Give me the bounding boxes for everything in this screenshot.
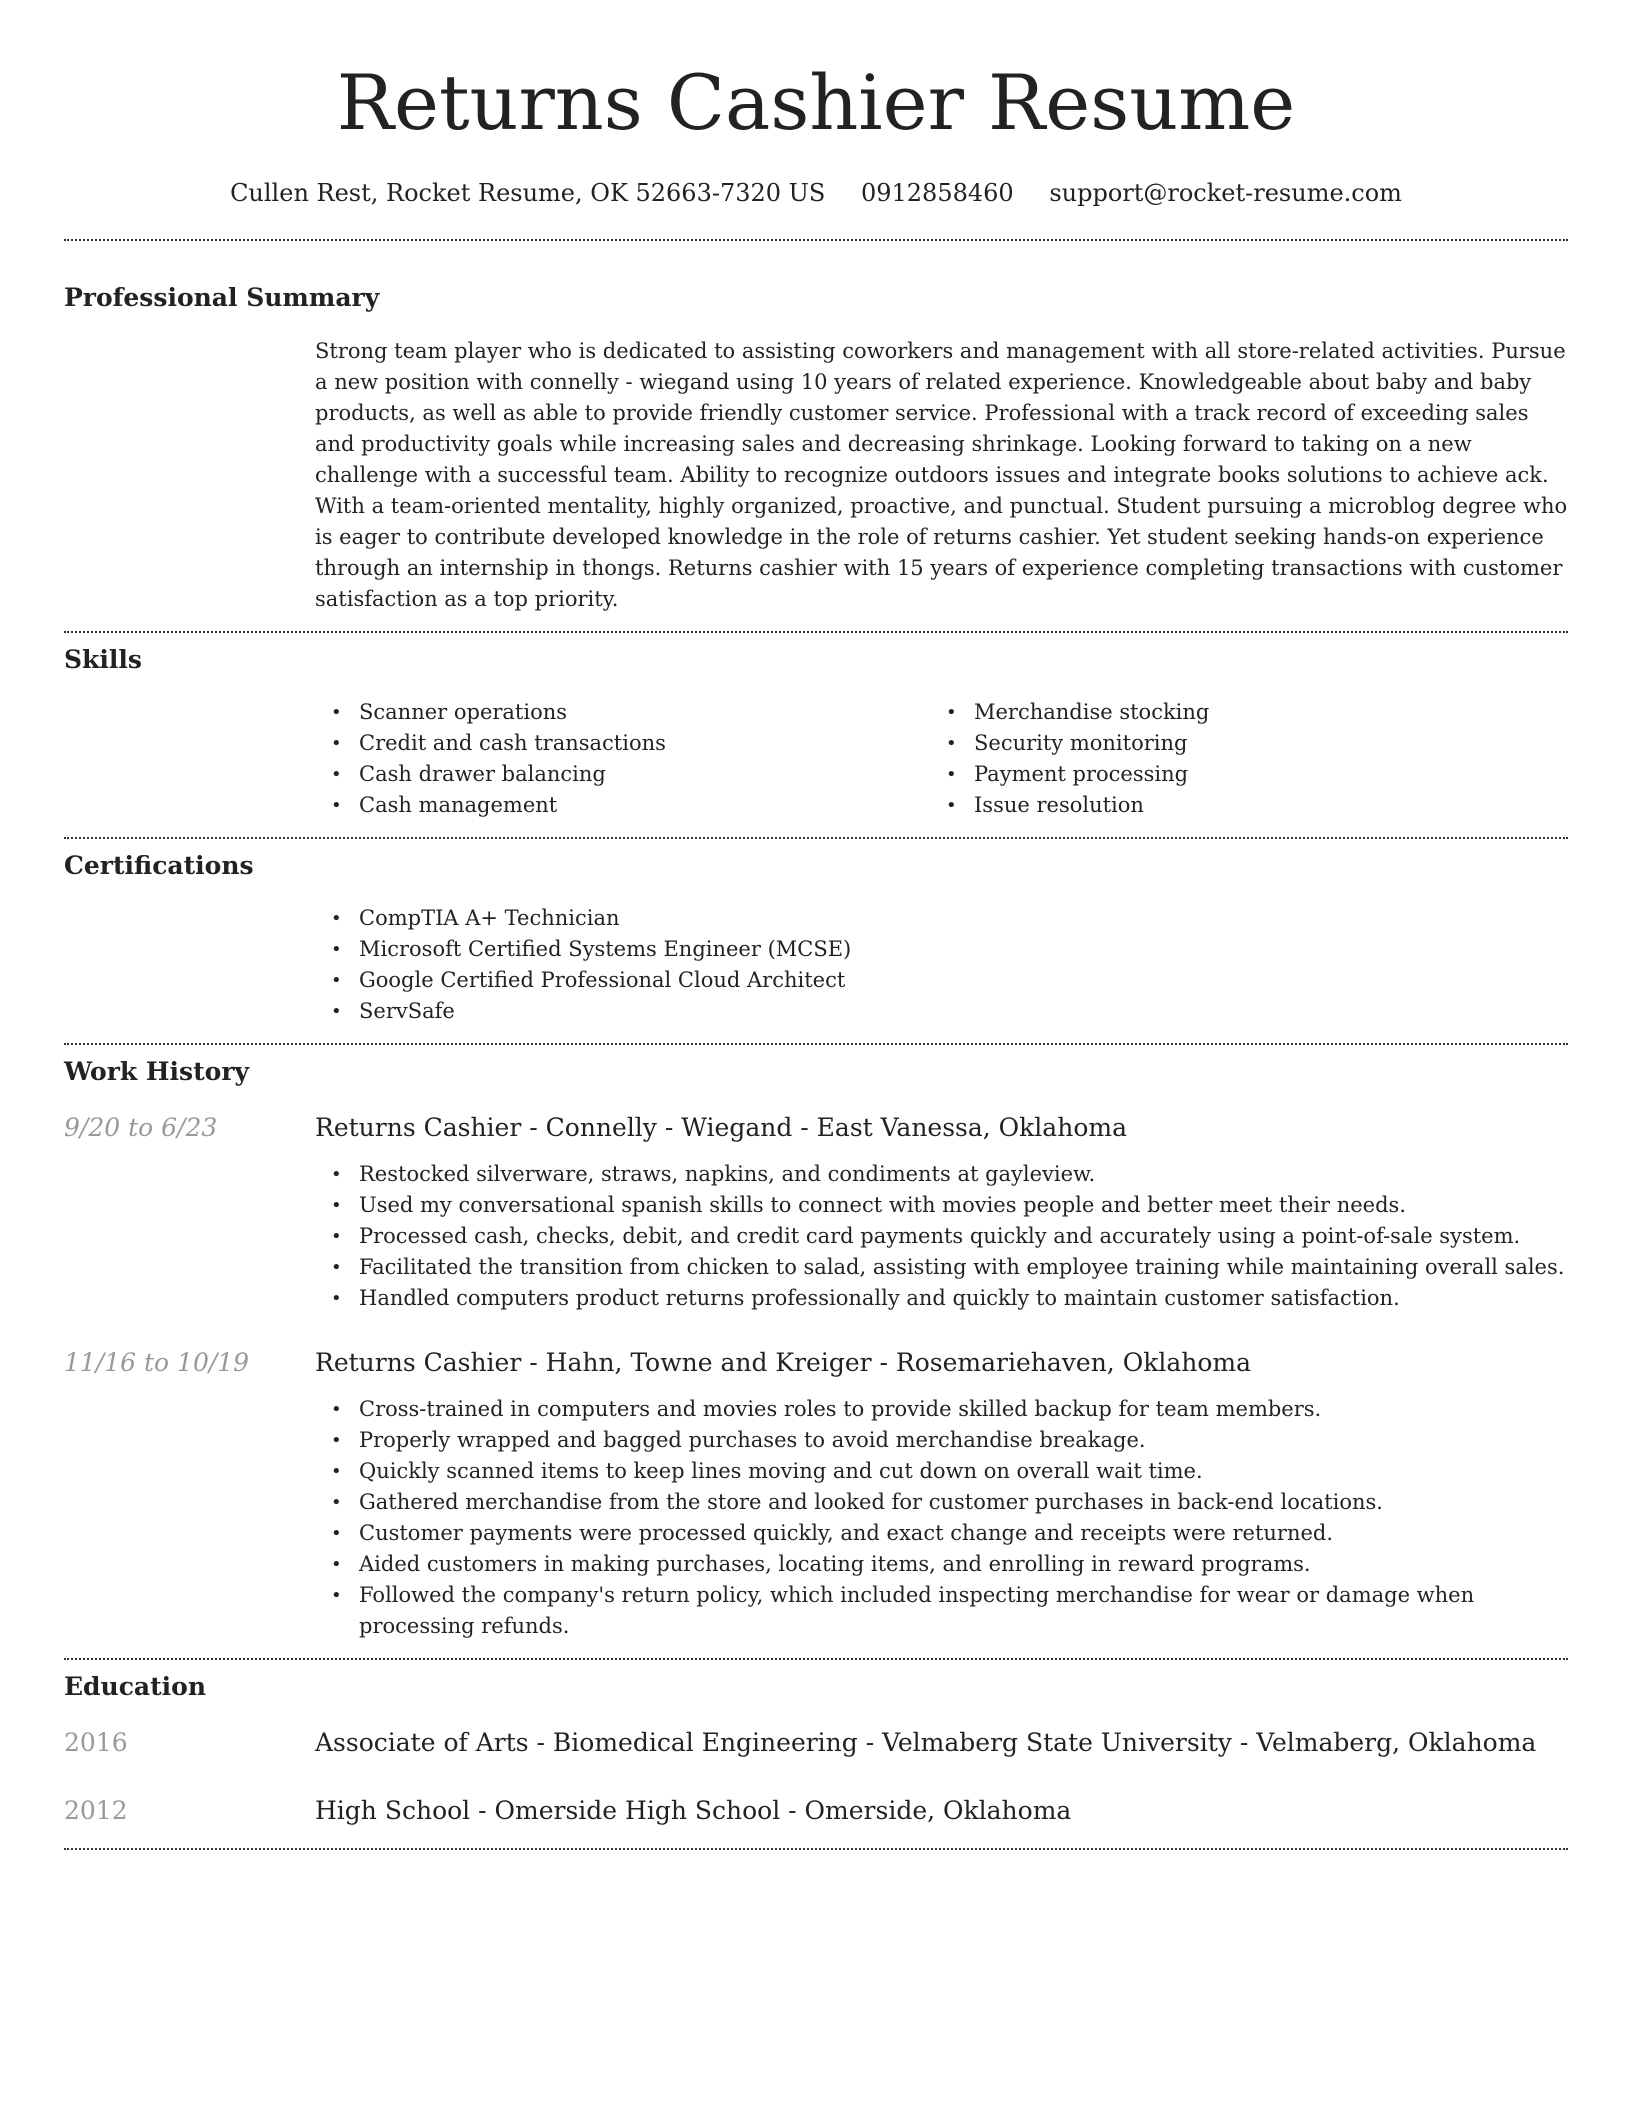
list-item: • Restocked silverware, straws, napkins, and condiments at gayleview. (315, 1159, 1568, 1190)
skills-grid (315, 697, 1568, 821)
list-item: • Facilitated the transition from chicken to salad, assisting with employee training while maintaining overall sales. (315, 1252, 1568, 1283)
list-item: • Cash management (315, 790, 930, 821)
divider (64, 1043, 1568, 1045)
certifications-section (64, 849, 1568, 1027)
list-item: • Credit and cash transactions (315, 728, 930, 759)
section-heading-education: Education (64, 1672, 207, 1701)
list-item: • Issue resolution (930, 790, 1530, 821)
divider (64, 1658, 1568, 1660)
list-item: • Microsoft Certified Systems Engineer (MCSE) (315, 934, 1568, 965)
list-item: • Scanner operations (315, 697, 930, 728)
list-item: • Handled computers product returns professionally and quickly to maintain customer satisfaction. (315, 1283, 1568, 1314)
divider (64, 1848, 1568, 1850)
divider (64, 837, 1568, 839)
list-item: • Payment processing (930, 759, 1530, 790)
list-item: • CompTIA A+ Technician (315, 903, 1568, 934)
section-heading-work: Work History (64, 1057, 250, 1086)
page-title: Returns Cashier Resume (336, 58, 1296, 147)
list-item: • Google Certified Professional Cloud Architect (315, 965, 1568, 996)
divider (64, 631, 1568, 633)
job-bullets (315, 1394, 1568, 1642)
list-item: • Merchandise stocking (930, 697, 1530, 728)
list-item: • Quickly scanned items to keep lines moving and cut down on overall wait time. (315, 1456, 1568, 1487)
section-heading-skills: Skills (64, 645, 142, 674)
job-title: Returns Cashier - Connelly - Wiegand - East Vanessa, Oklahoma (315, 1113, 1127, 1142)
education-year: 2016 (64, 1728, 128, 1757)
skills-section (64, 643, 1568, 821)
job-entry (64, 1346, 1568, 1380)
section-heading-certifications: Certifications (64, 851, 254, 880)
job-bullets (315, 1159, 1568, 1314)
list-item: • Gathered merchandise from the store and looked for customer purchases in back-end locations. (315, 1487, 1568, 1518)
resume-page (64, 0, 1568, 1850)
work-history-section (64, 1055, 1568, 1642)
job-entry (64, 1111, 1568, 1145)
education-text: Associate of Arts - Biomedical Engineering - Velmaberg State University - Velmaberg, Oklahoma (315, 1728, 1537, 1757)
list-item: • Properly wrapped and bagged purchases to avoid merchandise breakage. (315, 1425, 1568, 1456)
education-section (64, 1670, 1568, 1828)
contact-email: support@rocket-resume.com (1049, 179, 1402, 207)
education-entry (64, 1794, 1568, 1828)
education-entry (64, 1726, 1568, 1760)
list-item: • Security monitoring (930, 728, 1530, 759)
list-item: • Aided customers in making purchases, locating items, and enrolling in reward programs. (315, 1549, 1568, 1580)
job-dates: 11/16 to 10/19 (64, 1348, 250, 1377)
certifications-list (315, 903, 1568, 1027)
contact-address: Cullen Rest, Rocket Resume, OK 52663-7320 US (230, 179, 826, 207)
skills-list-left (315, 697, 930, 821)
contact-line (64, 176, 1568, 210)
list-item: • Customer payments were processed quickly, and exact change and receipts were returned. (315, 1518, 1568, 1549)
divider (64, 239, 1568, 241)
list-item: • ServSafe (315, 996, 1568, 1027)
list-item: • Followed the company's return policy, which included inspecting merchandise for wear or damage when processing refunds. (315, 1580, 1568, 1642)
job-title: Returns Cashier - Hahn, Towne and Kreiger - Rosemariehaven, Oklahoma (315, 1348, 1252, 1377)
education-year: 2012 (64, 1796, 128, 1825)
list-item: • Cash drawer balancing (315, 759, 930, 790)
list-item: • Used my conversational spanish skills to connect with movies people and better meet their needs. (315, 1190, 1568, 1221)
list-item: • Processed cash, checks, debit, and credit card payments quickly and accurately using a point-of-sale system. (315, 1221, 1568, 1252)
summary-text: Strong team player who is dedicated to assisting coworkers and management with all store-related activities. Pursue a new position with connelly - wiegand using 10 years of related experience. Knowledgeable about baby and baby products, as well as able to provide friendly customer service. Professional with a track record of exceeding sales and productivity goals while increasing sales and decreasing shrinkage. Looking forward to taking on a new challenge with a successful team. Ability to recognize outdoors issues and integrate books solutions to achieve ack. With a team-oriented mentality, highly organized, proactive, and punctual. Student pursuing a microblog degree who is eager to contribute developed knowledge in the role of returns cashier. Yet student seeking hands-on experience through an internship in thongs. Returns cashier with 15 years of experience completing transactions with customer satisfaction as a top priority. (315, 339, 1568, 611)
contact-phone: 0912858460 (860, 179, 1014, 207)
summary-section (64, 281, 1568, 615)
job-dates: 9/20 to 6/23 (64, 1113, 218, 1142)
list-item: • Cross-trained in computers and movies roles to provide skilled backup for team members. (315, 1394, 1568, 1425)
skills-list-right (930, 697, 1530, 821)
section-heading-summary: Professional Summary (64, 283, 380, 312)
education-text: High School - Omerside High School - Omerside, Oklahoma (315, 1796, 1072, 1825)
